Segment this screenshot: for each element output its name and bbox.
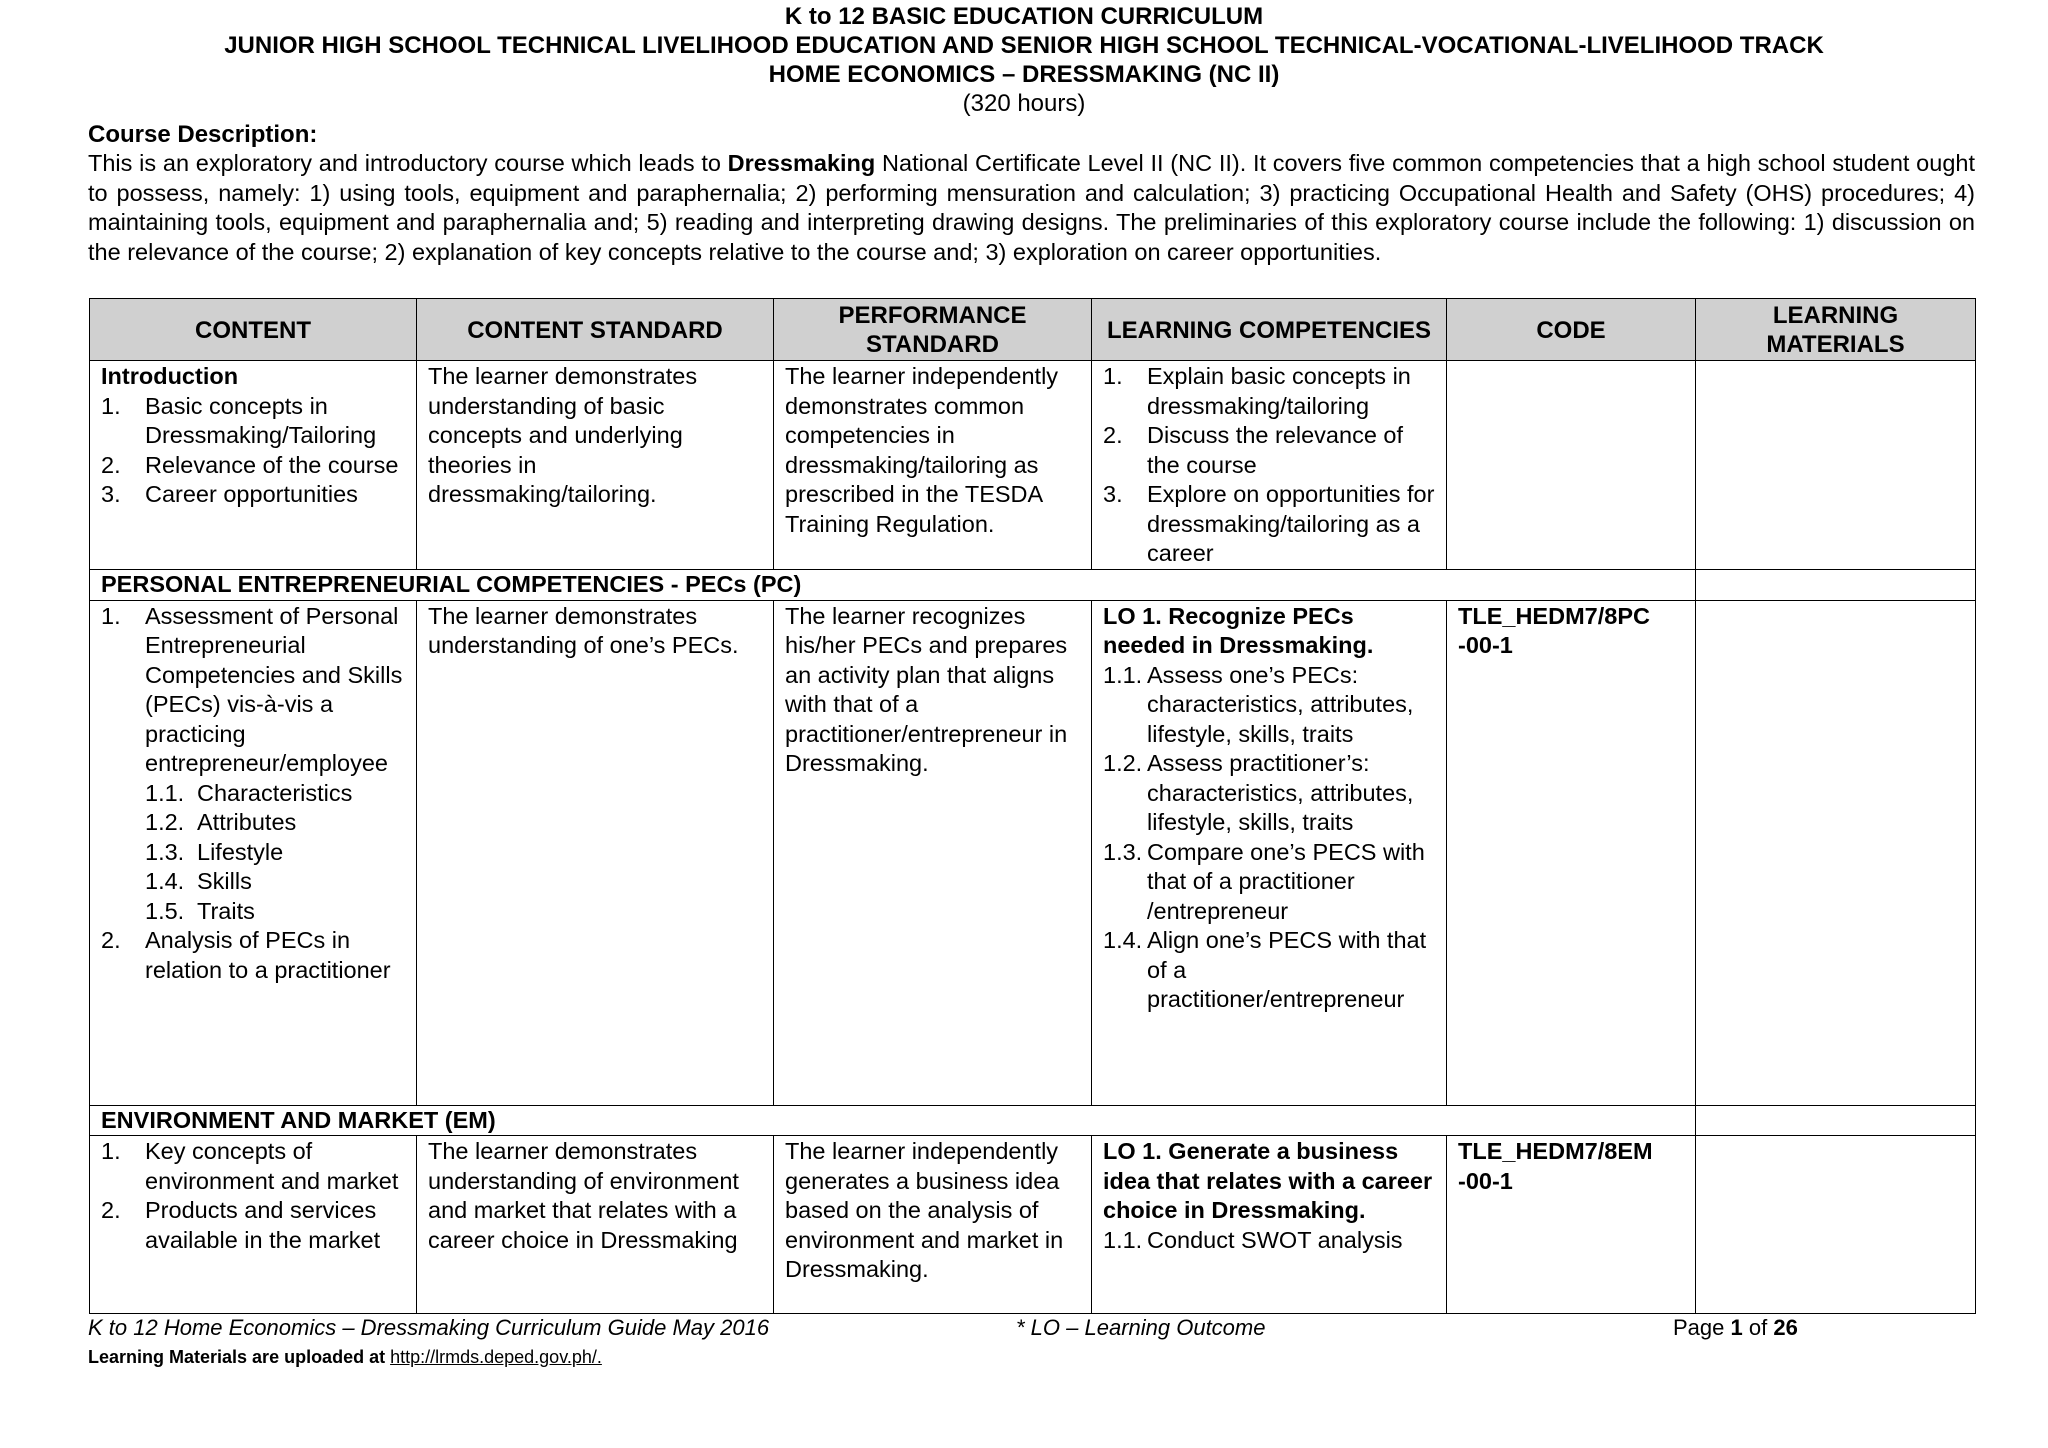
pec-performance-standard: The learner recognizes his/her PECs and prepares an activity plan that aligns with that of a practitioner/entrepreneur in Dressmaking. bbox=[774, 600, 1092, 1105]
pec-content-standard: The learner demonstrates understanding of one’s PECs. bbox=[417, 600, 774, 1105]
col-header-learning-materials: LEARNING MATERIALS bbox=[1696, 299, 1976, 361]
list-item: 1.2. Assess practitioner’s: characteristics, attributes, lifestyle, skills, traits bbox=[1103, 750, 1414, 835]
table-row bbox=[90, 1136, 1976, 1314]
intro-title: Introduction bbox=[101, 363, 239, 389]
col-header-content: CONTENT bbox=[90, 299, 417, 361]
em-code: TLE_HEDM7/8EM -00-1 bbox=[1447, 1136, 1696, 1314]
list-item: 1. Assessment of Personal Entrepreneurial Competencies and Skills (PECs) vis-à-vis a practicing entrepreneur/employee 1.1. Characteristics 1.2. Attributes 1.3. Lifestyle 1.4. Skills 1.5. Traits bbox=[101, 602, 405, 927]
col-header-learning-competencies: LEARNING COMPETENCIES bbox=[1092, 299, 1447, 361]
table-row bbox=[90, 600, 1976, 1105]
section-pec-materials bbox=[1696, 570, 1976, 601]
section-title-em: ENVIRONMENT AND MARKET (EM) bbox=[90, 1105, 1696, 1136]
intro-code bbox=[1447, 361, 1696, 570]
section-row-pec bbox=[90, 570, 1976, 601]
list-item: 2. Relevance of the course bbox=[101, 451, 399, 478]
list-item: 2. Products and services available in the market bbox=[101, 1197, 381, 1253]
list-item: 1.1. Assess one’s PECs: characteristics, attributes, lifestyle, skills, traits bbox=[1103, 661, 1414, 747]
intro-performance-standard: The learner independently demonstrates common competencies in dressmaking/tailoring as prescribed in the TESDA Training Regulation. bbox=[774, 361, 1092, 570]
footer-guide-title: K to 12 Home Economics – Dressmaking Curriculum Guide May 2016 bbox=[88, 1315, 770, 1340]
pec-learning-materials bbox=[1696, 600, 1976, 1105]
pec-content-cell bbox=[90, 600, 417, 1105]
list-item: 3. Explore on opportunities for dressmaking/tailoring as a career bbox=[1103, 481, 1435, 566]
list-item: 1. Key concepts of environment and market bbox=[101, 1138, 399, 1194]
em-content-standard: The learner demonstrates understanding of environment and market that relates with a career choice in Dressmaking bbox=[417, 1136, 774, 1314]
em-competencies-cell bbox=[1092, 1136, 1447, 1314]
col-header-code: CODE bbox=[1447, 299, 1696, 361]
list-item: 1.1. Characteristics bbox=[145, 779, 353, 806]
curriculum-table bbox=[89, 298, 1976, 1314]
list-item: 2. Analysis of PECs in relation to a practitioner bbox=[101, 927, 391, 983]
course-description-text: This is an exploratory and introductory course which leads to Dressmaking National Certificate Level II (NC II). It covers five common competencies that a high school student ought to possess, namely: 1) using tools, equipment and paraphernalia; 2) performing mensuration and calculation; 3) practicing Occupational Health and Safety (OHS) procedures; 4) maintaining tools, equipment and paraphernalia and; 5) reading and interpreting drawing designs. The preliminaries of this exploratory course include the following: 1) discussion on the relevance of the course; 2) explanation of key concepts relative to the course and; 3) exploration on career opportunities. bbox=[88, 150, 1975, 265]
list-item: 1. Explain basic concepts in dressmaking/tailoring bbox=[1103, 363, 1411, 419]
pec-learning-outcome: LO 1. Recognize PECs needed in Dressmaking. bbox=[1103, 602, 1374, 658]
list-item: 1.5. Traits bbox=[145, 897, 255, 924]
list-item: 1.3. Compare one’s PECS with that of a practitioner /entrepreneur bbox=[1103, 838, 1425, 924]
footer-page-number: Page 1 of 26 bbox=[1673, 1315, 1798, 1340]
table-row bbox=[90, 361, 1976, 570]
intro-competencies-cell bbox=[1092, 361, 1447, 570]
list-item: 1.4. Skills bbox=[145, 868, 252, 894]
intro-learning-materials bbox=[1696, 361, 1976, 570]
course-description-title: Course Description: bbox=[88, 121, 318, 148]
header-line-1: K to 12 BASIC EDUCATION CURRICULUM bbox=[784, 3, 1264, 30]
list-item: 1.1. Conduct SWOT analysis bbox=[1103, 1226, 1403, 1253]
section-row-em bbox=[90, 1105, 1976, 1136]
list-item: 3. Career opportunities bbox=[101, 481, 358, 507]
intro-content-cell bbox=[90, 361, 417, 570]
table-header-row bbox=[90, 299, 1976, 361]
intro-content-standard: The learner demonstrates understanding of basic concepts and underlying theories in dressmaking/tailoring. bbox=[417, 361, 774, 570]
section-title-pec: PERSONAL ENTREPRENEURIAL COMPETENCIES - PECs (PC) bbox=[90, 570, 1696, 601]
list-item: 1.4. Align one’s PECS with that of a practitioner/entrepreneur bbox=[1103, 927, 1427, 1012]
list-item: 1.3. Lifestyle bbox=[145, 838, 284, 865]
footer-lo-note: * LO – Learning Outcome bbox=[1016, 1315, 1266, 1340]
em-learning-outcome: LO 1. Generate a business idea that relates with a career choice in Dressmaking. bbox=[1103, 1138, 1433, 1223]
header-hours: (320 hours) bbox=[962, 90, 1086, 117]
section-em-materials bbox=[1696, 1105, 1976, 1136]
header-line-3: HOME ECONOMICS – DRESSMAKING (NC II) bbox=[768, 61, 1280, 88]
list-item: 1.2. Attributes bbox=[145, 809, 297, 835]
header-line-2: JUNIOR HIGH SCHOOL TECHNICAL LIVELIHOOD EDUCATION AND SENIOR HIGH SCHOOL TECHNICAL-VOCATIONAL-LIVELIHOOD TRACK bbox=[224, 32, 1824, 59]
pec-code: TLE_HEDM7/8PC -00-1 bbox=[1447, 600, 1696, 1105]
footer-materials-note: Learning Materials are uploaded at http://lrmds.deped.gov.ph/. bbox=[88, 1347, 602, 1367]
lrmds-link[interactable]: http://lrmds.deped.gov.ph/. bbox=[390, 1347, 602, 1367]
em-content-cell bbox=[90, 1136, 417, 1314]
list-item: 2. Discuss the relevance of the course bbox=[1103, 422, 1404, 478]
em-learning-materials bbox=[1696, 1136, 1976, 1314]
pec-competencies-cell bbox=[1092, 600, 1447, 1105]
list-item: 1. Basic concepts in Dressmaking/Tailoring bbox=[101, 392, 377, 448]
col-header-performance-standard: PERFORMANCE STANDARD bbox=[774, 299, 1092, 361]
col-header-content-standard: CONTENT STANDARD bbox=[417, 299, 774, 361]
em-performance-standard: The learner independently generates a business idea based on the analysis of environment and market in Dressmaking. bbox=[774, 1136, 1092, 1314]
